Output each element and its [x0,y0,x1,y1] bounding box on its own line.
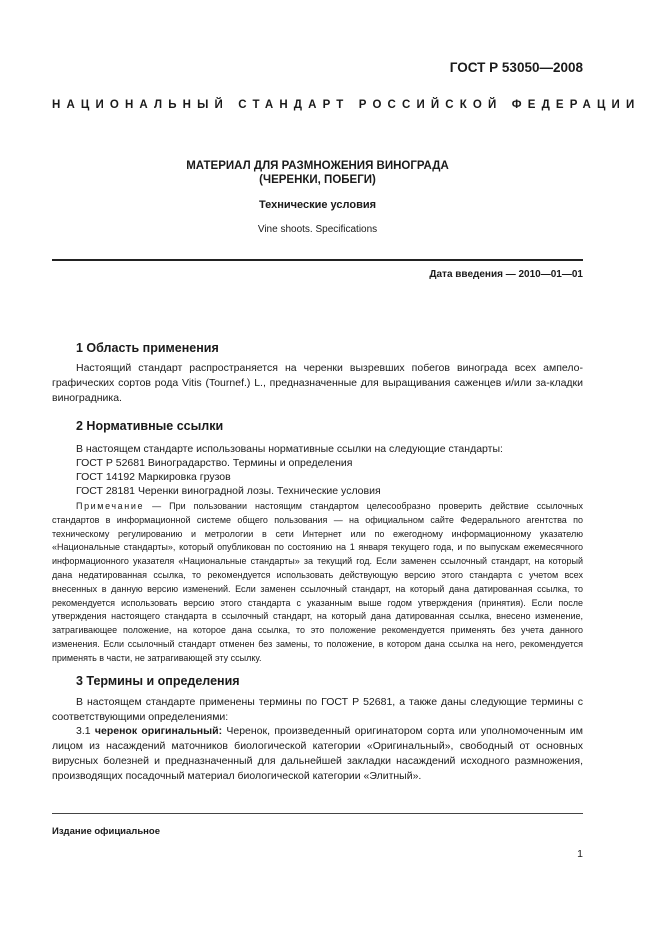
term-number: 3.1 [76,725,91,737]
reference-note [52,500,583,666]
term-name: черенок оригинальный: [94,725,223,737]
note-label: Примечание [76,501,145,511]
title-divider [52,259,583,261]
reference-item: ГОСТ 28181 Черенки виноградной лозы. Технические условия [76,485,381,497]
section-1-text [52,361,583,406]
term-definition [52,724,583,784]
note-text: — При пользовании настоящим стандартом целесообразно проверить действие ссылочных стандартов в информационной системе общего пользования — на официальном сайте Федерального агентства по техническому регулированию и метрологии в сети Интернет или по ежегодному информационному указателю «Национальные стандарты», который опубликован по состоянию на 1 января текущего года, и по выпускам ежемесячного информационного указателя «Национальные стандарты» за текущий год. Если заменен ссылочный стандарт, на который дана недатированная ссылка, то рекомендуется использовать действующую версию этого стандарта с учетом всех внесенных в данную версию изменений. Если заменен ссылочный стандарт, на который дана датированная ссылка, то рекомендуется использовать версию этого стандарта с указанным выше годом утверждения (принятия). Если после утверждения настоящего стандарта в ссылочный стандарт, на который дана датированная ссылка, внесено изменение, затрагивающее положение, на которое дана ссылка, то это положение рекомендуется применять без учета данного изменения. Если ссылочный стандарт отменен без замены, то положение, в котором дана ссылка на него, рекомендуется применять в части, не затрагивающей эту ссылку. [52,501,583,663]
section-1-heading: 1 Область применения [76,341,219,355]
page-number: 1 [577,848,583,860]
introduction-date: Дата введения — 2010—01—01 [429,269,583,280]
section-2-lead: В настоящем стандарте использованы нормативные ссылки на следующие стандарты: [76,443,503,455]
reference-item: ГОСТ 14192 Маркировка грузов [76,471,231,483]
title-line-2: (ЧЕРЕНКИ, ПОБЕГИ) [259,174,376,186]
document-title [52,159,583,187]
standard-code: ГОСТ Р 53050—2008 [449,60,583,75]
section-3-heading: 3 Термины и определения [76,674,240,688]
footer-divider [52,813,583,814]
section-3-lead [52,695,583,725]
term-text: Черенок, произведенный оригинатором сорта или уполномоченным им лицом из насаждений маточников биологической категории «Оригинальный», свободный от основных вирусных болезней и предназначенный для дальнейшей закладки насаждений исходного размножения, производящих посадочный материал биологической категории «Элитный». [52,725,584,782]
official-edition-label: Издание официальное [52,826,160,837]
section-1-body: Настоящий стандарт распространяется на черенки вызревших побегов винограда всех ампело-графических сортов рода Vitis (Tournef.) L., предназначенные для выращивания саженцев и/или за-кладки виноградника. [52,362,583,404]
section-2-heading: 2 Нормативные ссылки [76,419,224,433]
reference-item: ГОСТ Р 52681 Виноградарство. Термины и определения [76,457,353,469]
title-line-1: МАТЕРИАЛ ДЛЯ РАЗМНОЖЕНИЯ ВИНОГРАДА [186,160,449,172]
document-subtitle: Технические условия [258,199,377,211]
english-title: Vine shoots. Specifications [257,224,378,235]
national-standard-heading: НАЦИОНАЛЬНЫЙ СТАНДАРТ РОССИЙСКОЙ ФЕДЕРАЦИИ [52,99,641,111]
section-3-lead-text: В настоящем стандарте применены термины по ГОСТ Р 52681, а также даны следующие термины с соответствующими определениями: [52,696,583,723]
